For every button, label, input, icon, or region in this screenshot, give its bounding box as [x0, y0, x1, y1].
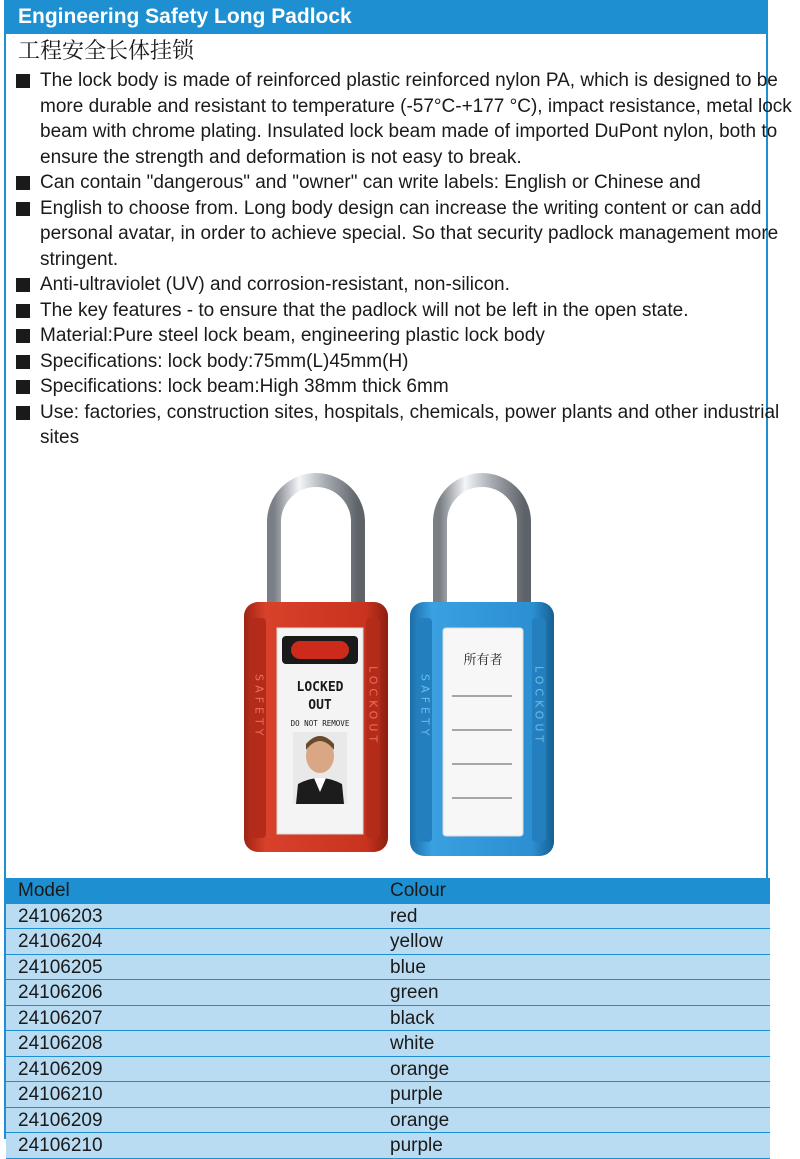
feature-text: Use: factories, construction sites, hospitals, chemicals, power plants and other industrial sites: [40, 401, 780, 448]
cell-colour: purple: [390, 1135, 443, 1156]
avatar-photo: [293, 732, 347, 804]
feature-item: [16, 374, 800, 400]
red-side-right: LOCKOUT: [366, 666, 380, 747]
table-row: [6, 1082, 770, 1108]
feature-item: [16, 272, 800, 298]
page-subtitle: 工程安全长体挂锁: [18, 39, 195, 64]
table-row: [6, 1006, 770, 1032]
feature-text: Specifications: lock beam:High 38mm thick 6mm: [40, 376, 449, 397]
cell-colour: red: [390, 905, 418, 927]
header-colour: Colour: [390, 880, 446, 901]
bullet-icon: [16, 304, 30, 318]
feature-text: The key features - to ensure that the padlock will not be left in the open state.: [40, 299, 689, 321]
feature-list: [6, 68, 792, 451]
cell-colour: green: [390, 982, 439, 1003]
bullet-icon: [16, 74, 30, 88]
cell-model: 24106203: [18, 905, 103, 927]
cell-colour: blue: [390, 956, 426, 978]
cell-model: 24106208: [18, 1033, 103, 1054]
padlock-product-image: [6, 460, 770, 870]
table-row: [6, 904, 770, 930]
table-row: [6, 1133, 770, 1159]
cell-model: 24106210: [18, 1135, 103, 1156]
product-sheet: [4, 0, 792, 1156]
table-header: [6, 878, 770, 904]
cell-model: 24106210: [18, 1084, 103, 1105]
feature-item: [16, 349, 800, 375]
page-title: Engineering Safety Long Padlock: [6, 0, 766, 34]
cell-colour: purple: [390, 1084, 443, 1105]
feature-item: [16, 170, 800, 196]
red-shackle: [274, 480, 358, 610]
feature-item: [16, 68, 800, 170]
feature-item: [16, 298, 800, 324]
feature-text: Material:Pure steel lock beam, engineering plastic lock body: [40, 325, 545, 346]
cell-model: 24106207: [18, 1007, 103, 1029]
feature-item: [16, 323, 800, 349]
feature-item: [16, 400, 800, 451]
bullet-icon: [16, 380, 30, 394]
red-label-line2: OUT: [308, 698, 332, 713]
bullet-icon: [16, 355, 30, 369]
model-table: [6, 878, 770, 1159]
cell-model: 24106209: [18, 1109, 103, 1131]
blue-shackle: [440, 480, 524, 610]
feature-text: Can contain "dangerous" and "owner" can write labels: English or Chinese and: [40, 172, 701, 193]
blue-side-left: SAFETY: [418, 674, 432, 740]
cell-colour: white: [390, 1033, 435, 1054]
bullet-icon: [16, 406, 30, 420]
feature-text: Specifications: lock body:75mm(L)45mm(H): [40, 350, 409, 372]
cell-model: 24106205: [18, 956, 103, 978]
red-side-left: SAFETY: [252, 674, 266, 740]
red-label-line3: DO NOT REMOVE: [290, 719, 350, 728]
red-padlock: [244, 602, 388, 852]
header-model: Model: [18, 880, 70, 901]
table-row: [6, 980, 770, 1006]
table-row: [6, 1057, 770, 1083]
feature-text: The lock body is made of reinforced plastic reinforced nylon PA, which is designed to be more durable and resistant to temperature (-57°C-+177 °C), impact resistance, metal lock beam with chrome plating. Insulated lock beam made of imported DuPont nylon, both to ensure the strength and deformation is not easy to break.: [40, 70, 792, 168]
cell-colour: black: [390, 1007, 435, 1029]
table-row: [6, 1031, 770, 1057]
cell-model: 24106206: [18, 982, 103, 1003]
feature-item: [16, 196, 800, 273]
cell-colour: yellow: [390, 931, 443, 952]
blue-label-title: 所有者: [463, 653, 503, 668]
table-row: [6, 1108, 770, 1134]
cell-colour: orange: [390, 1058, 450, 1080]
table-row: [6, 955, 770, 981]
feature-text: English to choose from. Long body design can increase the writing content or can add personal avatar, in order to achieve special. So that security padlock management more stringent.: [40, 197, 779, 270]
blue-padlock: [410, 602, 554, 856]
bullet-icon: [16, 329, 30, 343]
bullet-icon: [16, 278, 30, 292]
feature-text: Anti-ultraviolet (UV) and corrosion-resistant, non-silicon.: [40, 274, 510, 295]
cell-model: 24106204: [18, 931, 103, 952]
cell-colour: orange: [390, 1109, 450, 1131]
red-label-line1: LOCKED: [296, 680, 344, 695]
blue-side-right: LOCKOUT: [532, 666, 546, 747]
bullet-icon: [16, 176, 30, 190]
bullet-icon: [16, 202, 30, 216]
table-row: [6, 929, 770, 955]
cell-model: 24106209: [18, 1058, 103, 1080]
